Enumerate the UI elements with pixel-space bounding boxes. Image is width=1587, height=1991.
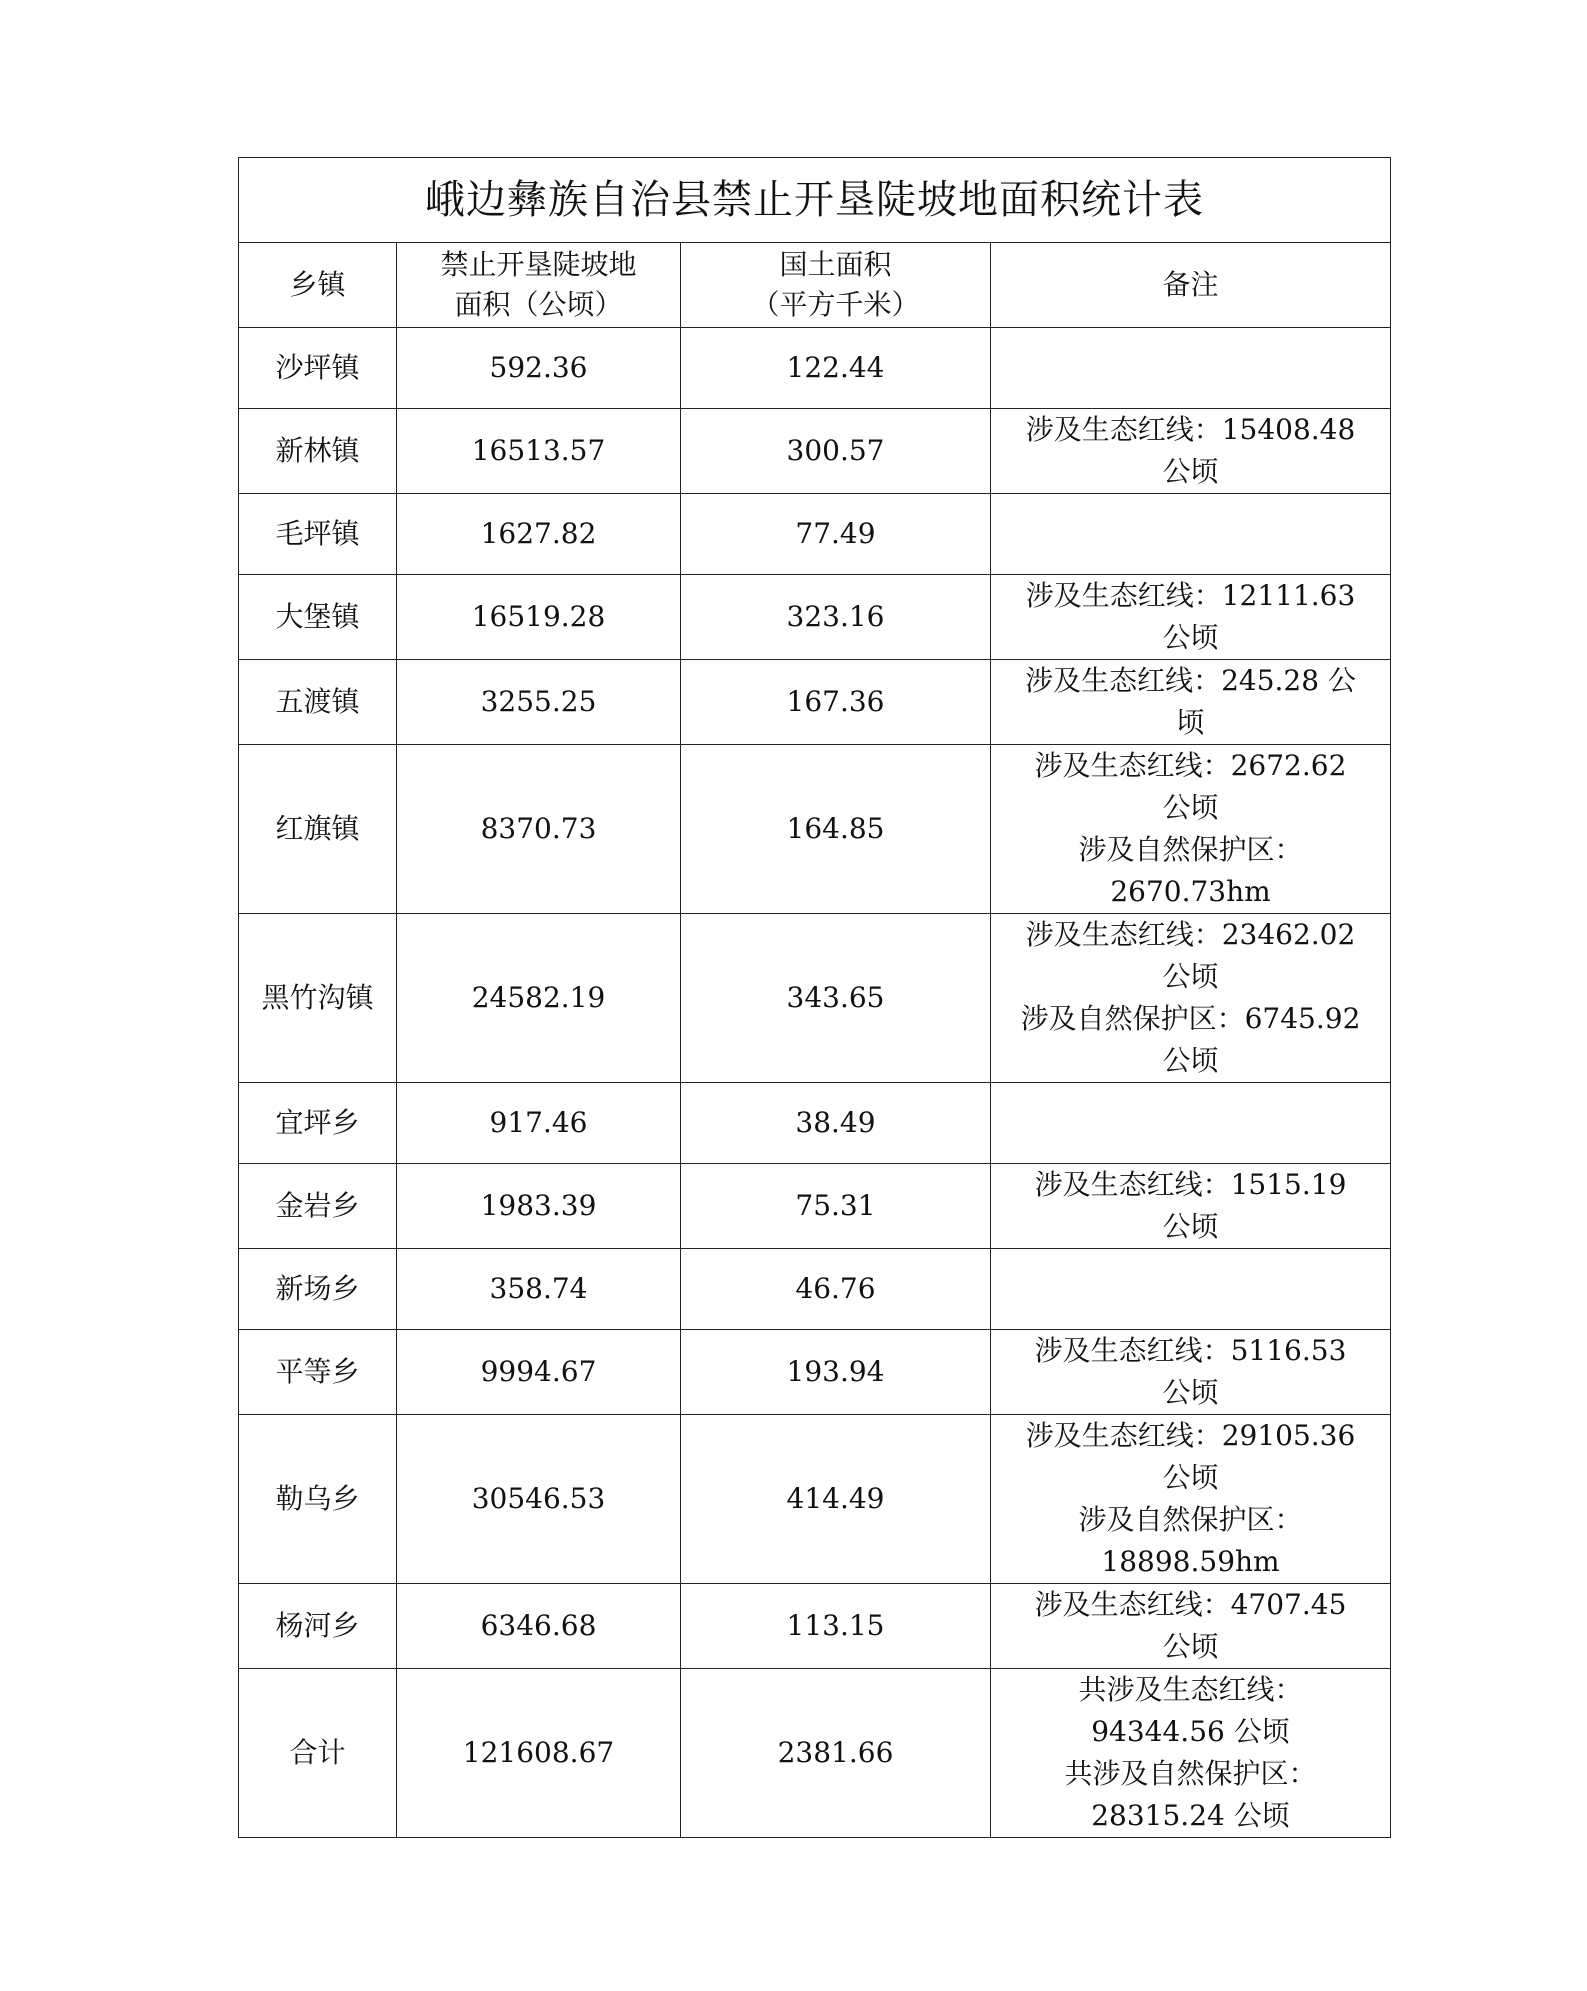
town-cell: 新场乡 bbox=[239, 1249, 397, 1330]
note-line: 涉及自然保护区： bbox=[1078, 833, 1303, 866]
town-cell: 杨河乡 bbox=[239, 1584, 397, 1669]
header-land-line1: 国土面积 bbox=[779, 248, 892, 281]
land-cell: 2381.66 bbox=[681, 1669, 991, 1838]
area-cell: 24582.19 bbox=[397, 914, 681, 1083]
table-row bbox=[239, 1083, 1391, 1164]
land-cell: 323.16 bbox=[681, 575, 991, 660]
note-line: 公顷 bbox=[1162, 455, 1219, 488]
note-line: 18898.59hm bbox=[1101, 1545, 1280, 1578]
note-line: 共涉及生态红线： bbox=[1078, 1673, 1303, 1706]
note-cell bbox=[991, 328, 1391, 409]
note-line: 公顷 bbox=[1162, 1630, 1219, 1663]
area-cell: 30546.53 bbox=[397, 1415, 681, 1584]
note-cell bbox=[991, 1669, 1391, 1838]
note-line: 涉及生态红线：12111.63 bbox=[1025, 579, 1356, 612]
header-area-line1: 禁止开垦陡坡地 bbox=[440, 248, 637, 281]
note-cell bbox=[991, 1330, 1391, 1415]
land-cell: 75.31 bbox=[681, 1164, 991, 1249]
land-cell: 77.49 bbox=[681, 494, 991, 575]
land-cell: 38.49 bbox=[681, 1083, 991, 1164]
land-cell: 113.15 bbox=[681, 1584, 991, 1669]
note-line: 公顷 bbox=[1162, 1210, 1219, 1243]
land-cell: 167.36 bbox=[681, 660, 991, 745]
table-row bbox=[239, 1249, 1391, 1330]
table-row bbox=[239, 1584, 1391, 1669]
land-cell: 300.57 bbox=[681, 409, 991, 494]
note-cell bbox=[991, 660, 1391, 745]
note-line: 共涉及自然保护区： bbox=[1064, 1757, 1317, 1790]
area-cell: 3255.25 bbox=[397, 660, 681, 745]
note-line: 公顷 bbox=[1162, 791, 1219, 824]
note-cell bbox=[991, 1584, 1391, 1669]
note-line: 公顷 bbox=[1162, 1376, 1219, 1409]
table-row bbox=[239, 1415, 1391, 1584]
area-cell: 917.46 bbox=[397, 1083, 681, 1164]
table-title: 峨边彝族自治县禁止开垦陡坡地面积统计表 bbox=[239, 158, 1391, 243]
note-cell bbox=[991, 409, 1391, 494]
table-row bbox=[239, 1164, 1391, 1249]
note-line: 涉及生态红线：5116.53 bbox=[1034, 1334, 1347, 1367]
area-cell: 1983.39 bbox=[397, 1164, 681, 1249]
area-cell: 358.74 bbox=[397, 1249, 681, 1330]
area-cell: 9994.67 bbox=[397, 1330, 681, 1415]
header-note: 备注 bbox=[991, 243, 1391, 328]
town-cell: 合计 bbox=[239, 1669, 397, 1838]
note-line: 涉及自然保护区： bbox=[1078, 1503, 1303, 1536]
area-cell: 592.36 bbox=[397, 328, 681, 409]
header-area-line2: 面积（公顷） bbox=[454, 288, 623, 321]
note-cell bbox=[991, 914, 1391, 1083]
note-cell bbox=[991, 745, 1391, 914]
note-line: 公顷 bbox=[1162, 621, 1219, 654]
stats-table bbox=[238, 157, 1391, 1838]
note-line: 公顷 bbox=[1162, 1461, 1219, 1494]
note-cell bbox=[991, 1415, 1391, 1584]
area-cell: 8370.73 bbox=[397, 745, 681, 914]
land-cell: 164.85 bbox=[681, 745, 991, 914]
note-cell bbox=[991, 494, 1391, 575]
town-cell: 大堡镇 bbox=[239, 575, 397, 660]
note-line: 涉及自然保护区：6745.92 bbox=[1020, 1002, 1361, 1035]
town-cell: 红旗镇 bbox=[239, 745, 397, 914]
table-row bbox=[239, 745, 1391, 914]
note-line: 涉及生态红线：29105.36 bbox=[1025, 1419, 1356, 1452]
note-line: 涉及生态红线：23462.02 bbox=[1025, 918, 1356, 951]
table-row bbox=[239, 914, 1391, 1083]
note-line: 公顷 bbox=[1162, 960, 1219, 993]
table-row bbox=[239, 575, 1391, 660]
land-cell: 122.44 bbox=[681, 328, 991, 409]
table-row bbox=[239, 494, 1391, 575]
table-row bbox=[239, 409, 1391, 494]
town-cell: 平等乡 bbox=[239, 1330, 397, 1415]
note-line: 顷 bbox=[1176, 706, 1205, 739]
header-land-line2: （平方千米） bbox=[751, 288, 920, 321]
note-line: 公顷 bbox=[1162, 1044, 1219, 1077]
header-town: 乡镇 bbox=[239, 243, 397, 328]
note-cell bbox=[991, 575, 1391, 660]
table-row bbox=[239, 660, 1391, 745]
note-line: 28315.24 公顷 bbox=[1091, 1799, 1290, 1832]
land-cell: 343.65 bbox=[681, 914, 991, 1083]
town-cell: 新林镇 bbox=[239, 409, 397, 494]
note-line: 2670.73hm bbox=[1110, 875, 1271, 908]
table-row bbox=[239, 328, 1391, 409]
note-line: 涉及生态红线：1515.19 bbox=[1034, 1168, 1347, 1201]
note-line: 涉及生态红线：15408.48 bbox=[1025, 413, 1356, 446]
note-cell bbox=[991, 1249, 1391, 1330]
town-cell: 宜坪乡 bbox=[239, 1083, 397, 1164]
note-line: 涉及生态红线：4707.45 bbox=[1034, 1588, 1347, 1621]
area-cell: 1627.82 bbox=[397, 494, 681, 575]
area-cell: 16513.57 bbox=[397, 409, 681, 494]
header-land bbox=[681, 243, 991, 328]
area-cell: 16519.28 bbox=[397, 575, 681, 660]
header-area bbox=[397, 243, 681, 328]
land-cell: 414.49 bbox=[681, 1415, 991, 1584]
area-cell: 6346.68 bbox=[397, 1584, 681, 1669]
town-cell: 沙坪镇 bbox=[239, 328, 397, 409]
land-cell: 46.76 bbox=[681, 1249, 991, 1330]
town-cell: 金岩乡 bbox=[239, 1164, 397, 1249]
title-row bbox=[239, 158, 1391, 243]
town-cell: 毛坪镇 bbox=[239, 494, 397, 575]
town-cell: 黑竹沟镇 bbox=[239, 914, 397, 1083]
note-cell bbox=[991, 1164, 1391, 1249]
town-cell: 勒乌乡 bbox=[239, 1415, 397, 1584]
total-row bbox=[239, 1669, 1391, 1838]
note-line: 94344.56 公顷 bbox=[1091, 1715, 1290, 1748]
land-cell: 193.94 bbox=[681, 1330, 991, 1415]
table-row bbox=[239, 1330, 1391, 1415]
note-line: 涉及生态红线：2672.62 bbox=[1034, 749, 1347, 782]
note-line: 涉及生态红线：245.28 公 bbox=[1025, 664, 1356, 697]
header-row bbox=[239, 243, 1391, 328]
area-cell: 121608.67 bbox=[397, 1669, 681, 1838]
town-cell: 五渡镇 bbox=[239, 660, 397, 745]
note-cell bbox=[991, 1083, 1391, 1164]
